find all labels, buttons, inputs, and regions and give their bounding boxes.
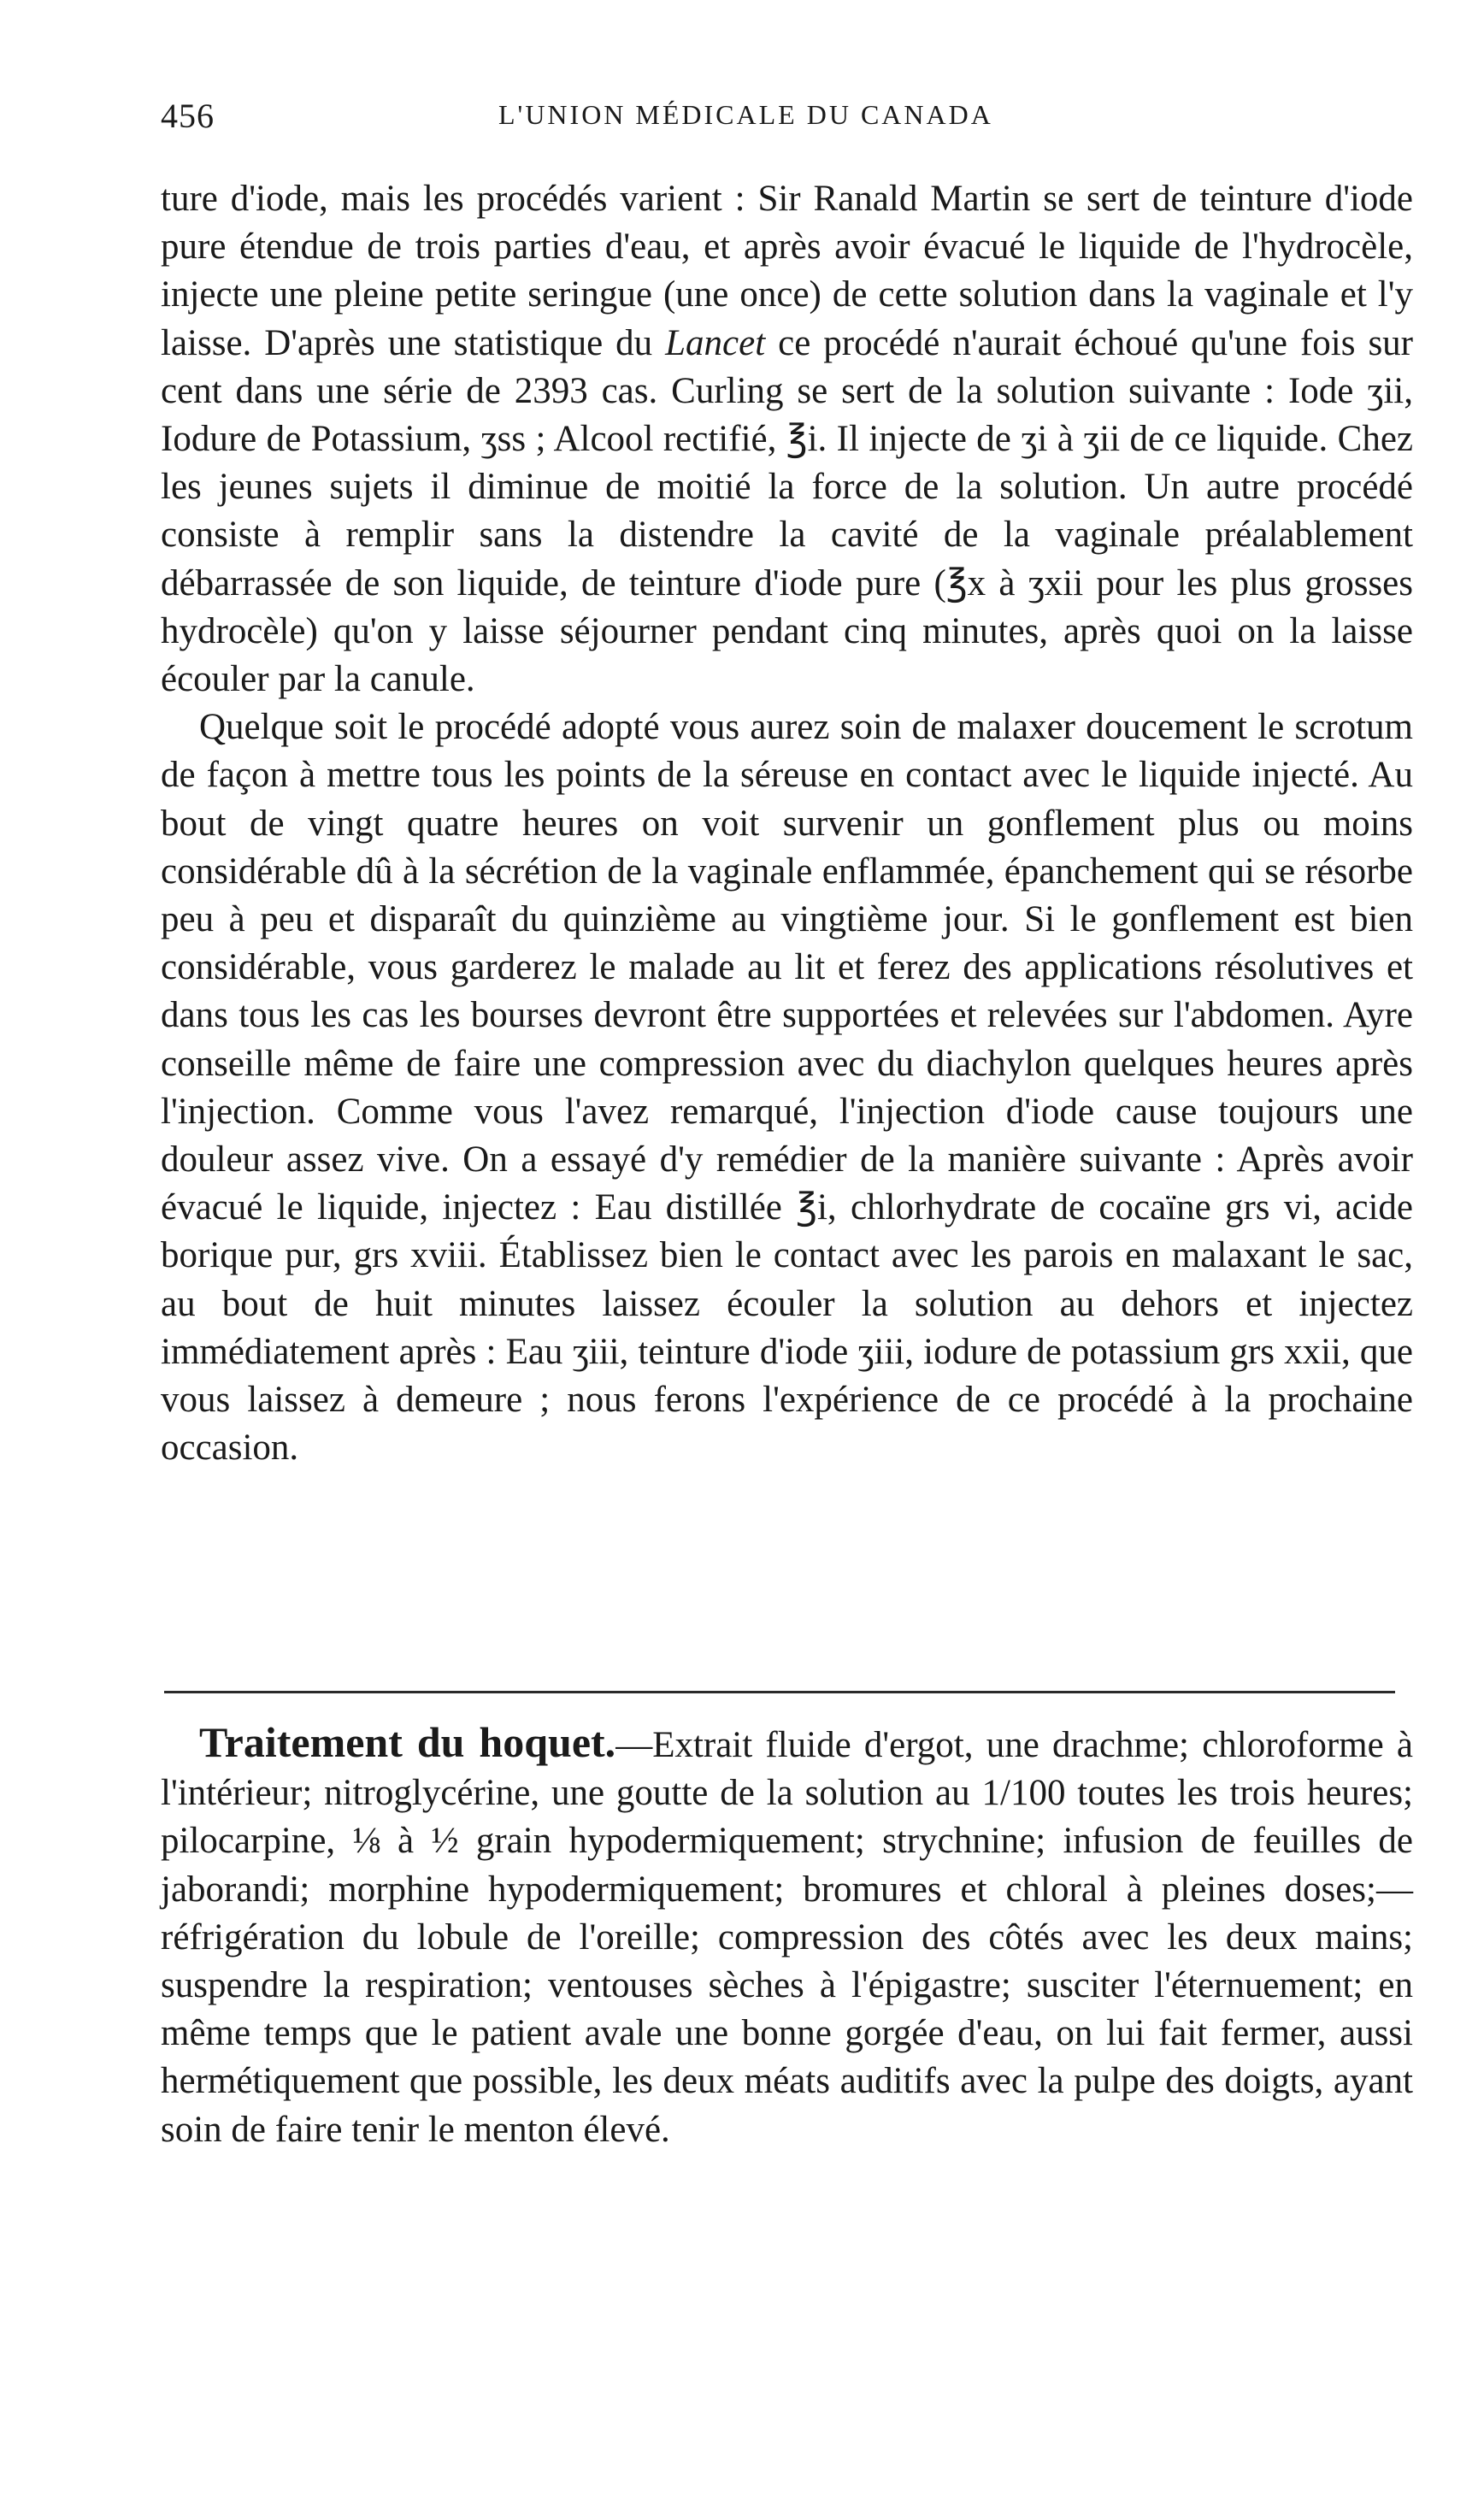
section-hiccup-treatment <box>161 1718 1413 2154</box>
page-number: 456 <box>161 97 215 135</box>
section-divider <box>164 1691 1395 1693</box>
paragraph-text: ce procédé n'aurait échoué qu'une fois sur cent dans une série de 2393 cas. Curling se sert de la solution suivante : Iode ʒii, Iodure de Potassium, ʒss ; Alcool rectifié, ℥i. Il injecte de ʒi à ʒii de ce liquide. Chez les jeunes sujets il diminue de moitié la force de la solution. Un autre procédé consiste à remplir sans la distendre la cavité de la vaginale préalablement débarrassée de son liquide, de teinture d'iode pure (℥x à ʒxii pour les plus grosses hydrocèle) qu'on y laisse séjourner pendant cinq minutes, après quoi on la laisse écouler par la canule. <box>161 322 1413 700</box>
journal-reference-italic: Lancet <box>665 322 766 363</box>
section-heading: Traitement du hoquet. <box>199 1718 616 1766</box>
main-text-block <box>161 175 1413 1472</box>
paragraph-hiccup <box>161 1718 1413 2154</box>
running-head <box>161 96 1426 144</box>
paragraph-text: —Extrait fluide d'ergot, une drachme; chloroforme à l'intérieur; nitroglycérine, une goutte de la solution au 1/100 toutes les trois heures; pilocarpine, ⅛ à ½ grain hypodermiquement; strychnine; infusion de feuilles de jaborandi; morphine hypodermiquement; bromures et chloral à pleines doses;—réfrigération du lobule de l'oreille; compression des côtés avec les deux mains; suspendre la respiration; ventouses sèches à l'épigastre; susciter l'éternuement; en même temps que le patient avale une bonne gorgée d'eau, on lui fait fermer, aussi hermétiquement que possible, les deux méats auditifs avec la pulpe des doigts, ayant soin de faire tenir le menton élevé. <box>161 1725 1414 2150</box>
paragraph-text: ture d'iode, mais les procédés varient : Sir Ranald Martin se sert de teinture d'iode pure étendue de trois parties d'eau, et après avoir évacué le liquide de l'hydrocèle, injecte une pleine petite seringue (une once) de cette solution dans la vaginale et l'y laisse. D'après une statistique du <box>161 179 1413 363</box>
journal-title: L'UNION MÉDICALE DU CANADA <box>498 99 993 130</box>
paragraph-iodine-procedures <box>161 175 1413 704</box>
paragraph-aftercare: Quelque soit le procédé adopté vous aurez soin de malaxer doucement le scrotum de façon à mettre tous les points de la séreuse en contact avec le liquide injecté. Au bout de vingt quatre heures on voit survenir un gonflement plus ou moins considérable dû à la sécrétion de la vaginale enflammée, épanchement qui se résorbe peu à peu et disparaît du quinzième au vingtième jour. Si le gonflement est bien considérable, vous garderez le malade au lit et ferez des applications résolutives et dans tous les cas les bourses devront être supportées et relevées sur l'abdomen. Ayre conseille même de faire une compression avec du diachylon quelques heures après l'injection. Comme vous l'avez remarqué, l'injection d'iode cause toujours une douleur assez vive. On a essayé d'y remédier de la manière suivante : Après avoir évacué le liquide, injectez : Eau distillée ℥i, chlorhydrate de cocaïne grs vi, acide borique pur, grs xviii. Établissez bien le contact avec les parois en malaxant le sac, au bout de huit minutes laissez écouler la solution au dehors et injectez immédiatement après : Eau ʒiii, teinture d'iode ʒiii, iodure de potassium grs xxii, que vous laissez à demeure ; nous ferons l'expérience de ce procédé à la prochaine occasion. <box>161 707 1413 1469</box>
